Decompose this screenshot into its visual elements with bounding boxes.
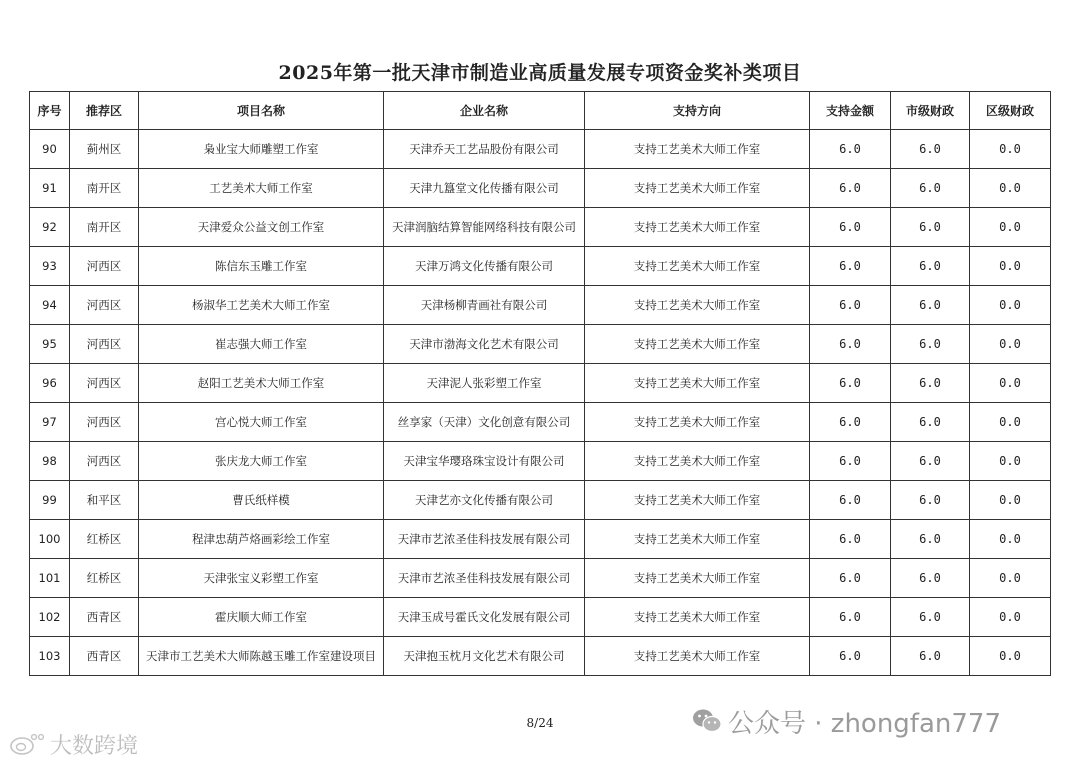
company-name-cell: 丝享家（天津）文化创意有限公司 <box>384 403 585 442</box>
municipal-fund-cell: 6.0 <box>891 130 970 169</box>
row-index-cell: 100 <box>30 520 70 559</box>
district-cell: 蓟州区 <box>70 130 139 169</box>
header-cell: 企业名称 <box>384 92 585 130</box>
district-cell: 西青区 <box>70 598 139 637</box>
project-name-cell: 张庆龙大师工作室 <box>139 442 384 481</box>
wechat-watermark <box>692 701 1001 741</box>
district-fund-cell: 0.0 <box>970 637 1051 676</box>
support-amount-cell: 6.0 <box>810 169 891 208</box>
header-cell: 项目名称 <box>139 92 384 130</box>
header-cell: 支持方向 <box>585 92 810 130</box>
support-direction-cell: 支持工艺美术大师工作室 <box>585 208 810 247</box>
support-amount-cell: 6.0 <box>810 559 891 598</box>
table-row <box>30 247 1051 286</box>
row-index-cell: 99 <box>30 481 70 520</box>
support-amount-cell: 6.0 <box>810 520 891 559</box>
table-row <box>30 364 1051 403</box>
row-index-cell: 98 <box>30 442 70 481</box>
table-row <box>30 481 1051 520</box>
company-name-cell: 天津抱玉枕月文化艺术有限公司 <box>384 637 585 676</box>
company-name-cell: 天津泥人张彩塑工作室 <box>384 364 585 403</box>
row-index-cell: 103 <box>30 637 70 676</box>
wechat-watermark-text: 公众号 · zhongfan777 <box>728 708 1002 739</box>
table-row <box>30 559 1051 598</box>
row-index-cell: 102 <box>30 598 70 637</box>
support-direction-cell: 支持工艺美术大师工作室 <box>585 442 810 481</box>
header-cell: 区级财政 <box>970 92 1051 130</box>
page-number: 8/24 <box>526 716 554 730</box>
project-name-cell: 天津市工艺美术大师陈越玉雕工作室建设项目 <box>139 637 384 676</box>
header-cell: 推荐区 <box>70 92 139 130</box>
project-name-cell: 宫心悦大师工作室 <box>139 403 384 442</box>
row-index-cell: 101 <box>30 559 70 598</box>
header-cell: 市级财政 <box>891 92 970 130</box>
table-row <box>30 403 1051 442</box>
company-name-cell: 天津润脑结算智能网络科技有限公司 <box>384 208 585 247</box>
support-direction-cell: 支持工艺美术大师工作室 <box>585 325 810 364</box>
district-cell: 河西区 <box>70 325 139 364</box>
support-amount-cell: 6.0 <box>810 481 891 520</box>
district-cell: 河西区 <box>70 442 139 481</box>
support-direction-cell: 支持工艺美术大师工作室 <box>585 637 810 676</box>
company-name-cell: 天津九簋堂文化传播有限公司 <box>384 169 585 208</box>
project-name-cell: 崔志强大师工作室 <box>139 325 384 364</box>
district-cell: 河西区 <box>70 403 139 442</box>
table-row <box>30 208 1051 247</box>
row-index-cell: 93 <box>30 247 70 286</box>
district-cell: 南开区 <box>70 208 139 247</box>
municipal-fund-cell: 6.0 <box>891 169 970 208</box>
project-name-cell: 曹氏纸样模 <box>139 481 384 520</box>
support-direction-cell: 支持工艺美术大师工作室 <box>585 559 810 598</box>
support-direction-cell: 支持工艺美术大师工作室 <box>585 598 810 637</box>
table-row <box>30 598 1051 637</box>
weibo-watermark-text: 大数跨境 <box>50 733 139 759</box>
district-cell: 南开区 <box>70 169 139 208</box>
company-name-cell: 天津乔天工艺品股份有限公司 <box>384 130 585 169</box>
district-fund-cell: 0.0 <box>970 169 1051 208</box>
table-row <box>30 169 1051 208</box>
district-fund-cell: 0.0 <box>970 286 1051 325</box>
district-fund-cell: 0.0 <box>970 325 1051 364</box>
district-cell: 红桥区 <box>70 520 139 559</box>
table-row <box>30 442 1051 481</box>
district-cell: 和平区 <box>70 481 139 520</box>
wechat-icon <box>692 708 722 734</box>
support-amount-cell: 6.0 <box>810 598 891 637</box>
company-name-cell: 天津市艺浓圣佳科技发展有限公司 <box>384 559 585 598</box>
row-index-cell: 91 <box>30 169 70 208</box>
district-cell: 红桥区 <box>70 559 139 598</box>
company-name-cell: 天津玉成号霍氏文化发展有限公司 <box>384 598 585 637</box>
support-direction-cell: 支持工艺美术大师工作室 <box>585 403 810 442</box>
project-name-cell: 天津张宝义彩塑工作室 <box>139 559 384 598</box>
support-amount-cell: 6.0 <box>810 247 891 286</box>
municipal-fund-cell: 6.0 <box>891 325 970 364</box>
support-amount-cell: 6.0 <box>810 403 891 442</box>
row-index-cell: 95 <box>30 325 70 364</box>
table-row <box>30 520 1051 559</box>
header-row <box>30 92 1051 130</box>
project-name-cell: 霍庆顺大师工作室 <box>139 598 384 637</box>
company-name-cell: 天津市艺浓圣佳科技发展有限公司 <box>384 520 585 559</box>
support-amount-cell: 6.0 <box>810 208 891 247</box>
support-direction-cell: 支持工艺美术大师工作室 <box>585 364 810 403</box>
project-name-cell: 枭业宝大师雕塑工作室 <box>139 130 384 169</box>
row-index-cell: 94 <box>30 286 70 325</box>
district-fund-cell: 0.0 <box>970 442 1051 481</box>
district-fund-cell: 0.0 <box>970 208 1051 247</box>
support-direction-cell: 支持工艺美术大师工作室 <box>585 247 810 286</box>
company-name-cell: 天津艺亦文化传播有限公司 <box>384 481 585 520</box>
district-cell: 河西区 <box>70 286 139 325</box>
municipal-fund-cell: 6.0 <box>891 403 970 442</box>
project-name-cell: 杨淑华工艺美术大师工作室 <box>139 286 384 325</box>
company-name-cell: 天津宝华璎珞珠宝设计有限公司 <box>384 442 585 481</box>
district-cell: 西青区 <box>70 637 139 676</box>
municipal-fund-cell: 6.0 <box>891 364 970 403</box>
project-name-cell: 赵阳工艺美术大师工作室 <box>139 364 384 403</box>
municipal-fund-cell: 6.0 <box>891 520 970 559</box>
project-name-cell: 陈信东玉雕工作室 <box>139 247 384 286</box>
district-fund-cell: 0.0 <box>970 247 1051 286</box>
table-row <box>30 637 1051 676</box>
district-fund-cell: 0.0 <box>970 481 1051 520</box>
district-fund-cell: 0.0 <box>970 598 1051 637</box>
support-amount-cell: 6.0 <box>810 130 891 169</box>
district-cell: 河西区 <box>70 364 139 403</box>
support-amount-cell: 6.0 <box>810 286 891 325</box>
project-table <box>29 91 1051 676</box>
municipal-fund-cell: 6.0 <box>891 559 970 598</box>
support-amount-cell: 6.0 <box>810 637 891 676</box>
support-amount-cell: 6.0 <box>810 364 891 403</box>
table-row <box>30 286 1051 325</box>
row-index-cell: 92 <box>30 208 70 247</box>
support-direction-cell: 支持工艺美术大师工作室 <box>585 520 810 559</box>
support-direction-cell: 支持工艺美术大师工作室 <box>585 169 810 208</box>
municipal-fund-cell: 6.0 <box>891 442 970 481</box>
support-direction-cell: 支持工艺美术大师工作室 <box>585 481 810 520</box>
municipal-fund-cell: 6.0 <box>891 208 970 247</box>
table-body <box>30 130 1051 676</box>
district-fund-cell: 0.0 <box>970 130 1051 169</box>
support-direction-cell: 支持工艺美术大师工作室 <box>585 286 810 325</box>
municipal-fund-cell: 6.0 <box>891 598 970 637</box>
document-title: 2025年第一批天津市制造业高质量发展专项资金奖补类项目 <box>278 62 802 84</box>
row-index-cell: 90 <box>30 130 70 169</box>
company-name-cell: 天津万鸿文化传播有限公司 <box>384 247 585 286</box>
municipal-fund-cell: 6.0 <box>891 481 970 520</box>
district-fund-cell: 0.0 <box>970 520 1051 559</box>
header-cell: 序号 <box>30 92 70 130</box>
project-name-cell: 工艺美术大师工作室 <box>139 169 384 208</box>
row-index-cell: 96 <box>30 364 70 403</box>
support-amount-cell: 6.0 <box>810 442 891 481</box>
municipal-fund-cell: 6.0 <box>891 247 970 286</box>
row-index-cell: 97 <box>30 403 70 442</box>
header-cell: 支持金额 <box>810 92 891 130</box>
weibo-icon <box>8 731 46 757</box>
company-name-cell: 天津市渤海文化艺术有限公司 <box>384 325 585 364</box>
district-fund-cell: 0.0 <box>970 364 1051 403</box>
weibo-watermark <box>8 728 138 760</box>
support-amount-cell: 6.0 <box>810 325 891 364</box>
company-name-cell: 天津杨柳青画社有限公司 <box>384 286 585 325</box>
municipal-fund-cell: 6.0 <box>891 286 970 325</box>
district-fund-cell: 0.0 <box>970 559 1051 598</box>
district-fund-cell: 0.0 <box>970 403 1051 442</box>
support-direction-cell: 支持工艺美术大师工作室 <box>585 130 810 169</box>
project-name-cell: 程津忠葫芦烙画彩绘工作室 <box>139 520 384 559</box>
district-cell: 河西区 <box>70 247 139 286</box>
table-row <box>30 130 1051 169</box>
municipal-fund-cell: 6.0 <box>891 637 970 676</box>
table-row <box>30 325 1051 364</box>
project-name-cell: 天津爱众公益文创工作室 <box>139 208 384 247</box>
